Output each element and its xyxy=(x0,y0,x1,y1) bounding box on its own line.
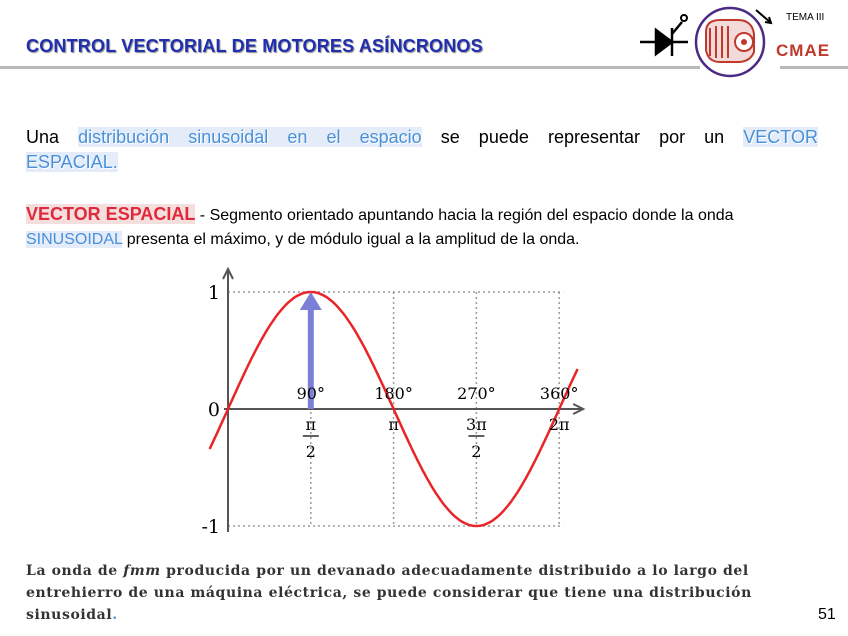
x-tick-degree-label: 90° xyxy=(296,384,325,403)
paragraph-definition xyxy=(26,202,826,252)
x-tick-radian-denominator: 2 xyxy=(305,442,316,461)
x-tick-degree-label: 180° xyxy=(374,384,413,403)
term-sinusoidal: SINUSOIDAL xyxy=(26,231,123,248)
y-tick-label: 0 xyxy=(207,399,220,421)
x-tick-radian-numerator: 3π xyxy=(466,415,487,434)
page-title: CONTROL VECTORIAL DE MOTORES ASÍNCRONOS xyxy=(26,36,483,56)
page-number: 51 xyxy=(818,606,836,623)
header-divider xyxy=(0,66,700,69)
caption-dot: . xyxy=(112,607,118,623)
term-vector-espacial: VECTOR ESPACIAL xyxy=(26,204,196,224)
highlight-espacial: ESPACIAL. xyxy=(26,152,118,172)
x-tick-degree-label: 270° xyxy=(457,384,496,403)
paragraph-intro-line2 xyxy=(26,150,118,175)
logo-text: CMAE xyxy=(776,41,831,60)
figure-caption xyxy=(26,560,826,626)
caption-fmm: fmm xyxy=(123,563,161,579)
x-tick-degree-label: 360° xyxy=(539,384,579,403)
definition-dash: - xyxy=(195,207,210,224)
thyristor-icon xyxy=(640,15,688,56)
y-tick-label: 1 xyxy=(207,282,220,304)
motor-icon xyxy=(706,20,754,62)
intro-text-b: se puede representar por un xyxy=(440,127,725,147)
intro-text-a: Una xyxy=(26,127,60,147)
cmae-logo xyxy=(638,4,778,80)
caption-text-a: La onda de xyxy=(26,563,124,579)
header-divider-right xyxy=(780,66,848,69)
x-tick-radian-numerator: π xyxy=(305,415,317,434)
paragraph-intro xyxy=(26,125,818,150)
caption-text-b: producida por un devanado adecuadamente distribuido a lo largo del entrehierro de una máquina eléctrica, se puede considerar que tiene una distribución sinusoidal xyxy=(26,563,752,623)
space-vector-arrowhead xyxy=(300,292,322,310)
y-tick-label: -1 xyxy=(201,516,220,538)
definition-text-b: presenta el máximo, y de módulo igual a la amplitud de la onda. xyxy=(122,231,580,248)
highlight-vector: VECTOR xyxy=(743,127,818,147)
highlight-distribucion: distribución sinusoidal en el espacio xyxy=(78,127,422,147)
x-tick-radian-label: π xyxy=(388,415,399,434)
x-tick-radian-denominator: 2 xyxy=(471,442,482,461)
tema-label: TEMA III xyxy=(786,12,825,23)
definition-text-a: Segmento orientado apuntando hacia la región del espacio donde la onda xyxy=(209,207,734,224)
x-tick-radian-label: 2π xyxy=(548,415,570,434)
sine-wave-chart xyxy=(190,265,610,550)
